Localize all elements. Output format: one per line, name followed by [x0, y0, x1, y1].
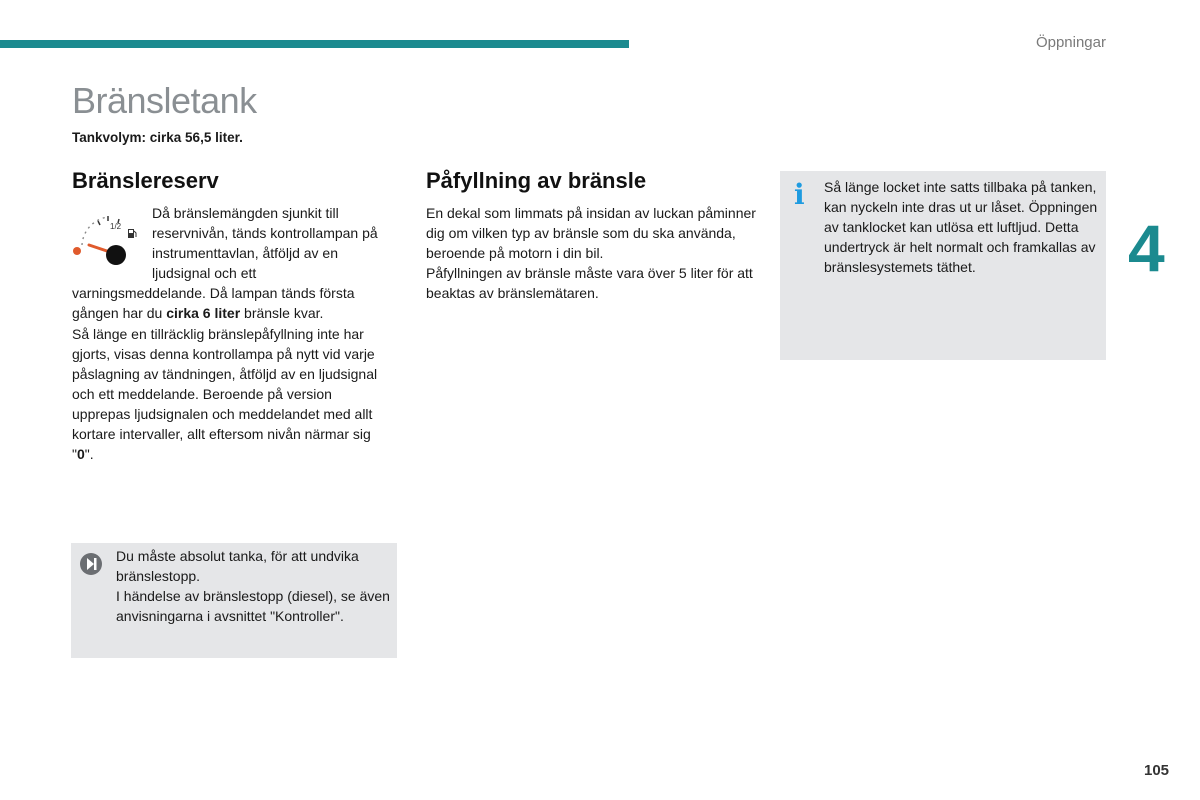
chapter-number: 4 [1128, 211, 1165, 285]
refuel-heading: Påfyllning av bränsle [426, 168, 647, 193]
info-text: Så länge locket inte satts tillbaka på tanken, kan nyckeln inte dras ut ur låset. Öppningen av tanklocket kan utlösa ett luftljud. Detta undertryck är helt normalt och framkallas av bränslesystemets täthet. [824, 179, 1098, 276]
reserve-p2-text: Så länge en tillräcklig bränslepåfyllning inte har gjorts, visas denna kontrollampa på nytt vid varje påslagning av tändningen, åtföljd av en ljudsignal och ett meddelande. Beroende på version upprepas ljudsignalen och meddelandet med allt kortare intervaller, allt eftersom nivån närmar sig " [72, 325, 378, 463]
refuel-paragraph-1: En dekal som limmats på insidan av luckan påminner dig om vilken typ av bränsle som du ska använda, beroende på motorn i din bil. [426, 205, 756, 262]
reserve-heading: Bränslereserv [72, 168, 219, 193]
skip-forward-icon [79, 552, 103, 576]
reserve-p2-end: ". [84, 446, 94, 463]
warning-paragraph-1: Du måste absolut tanka, för att undvika bränslestopp. [116, 548, 359, 585]
fuel-pump-icon [128, 229, 136, 238]
info-icon: i [794, 178, 805, 211]
warning-text [116, 546, 392, 626]
gauge-half-label: 1/2 [110, 222, 122, 231]
reserve-p2-bold: 0 [76, 446, 85, 463]
header-accent-bar [0, 40, 629, 48]
page-number: 105 [1144, 762, 1170, 779]
info-box [780, 171, 1106, 360]
tank-volume-note: Tankvolym: cirka 56,5 liter. [72, 130, 243, 145]
page-title: Bränsletank [72, 80, 257, 121]
reserve-paragraph-2 [72, 324, 392, 465]
reserve-p1-text: Då bränslemängden sjunkit till reservnivån, tänds kontrollampan på instrumenttavlan, åtföljd av en ljudsignal och ett varningsmeddelande. Då lampan tänds första gången har du [72, 205, 378, 322]
warning-box [71, 543, 397, 658]
fuel-gauge-icon [72, 207, 146, 273]
section-name: Öppningar [1035, 34, 1106, 51]
reserve-section [72, 203, 392, 464]
reserve-p1-end: bränsle kvar. [240, 305, 324, 322]
warning-lamp-icon [73, 247, 81, 255]
warning-paragraph-2: I händelse av bränslestopp (diesel), se även anvisningarna i avsnittet "Kontroller". [116, 588, 390, 625]
refuel-section [426, 203, 756, 303]
reserve-p1-bold: cirka 6 liter [166, 305, 241, 322]
refuel-paragraph-2: Påfyllningen av bränsle måste vara över 5 liter för att beaktas av bränslemätaren. [426, 265, 753, 302]
